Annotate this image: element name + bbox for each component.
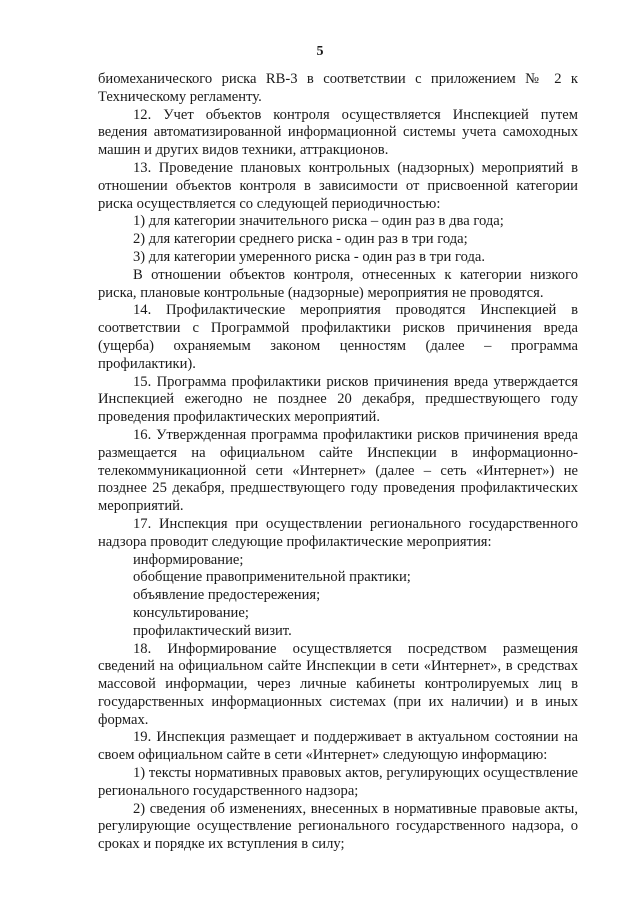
list-item: обобщение правоприменительной практики;: [133, 569, 411, 586]
paragraph-continuation: биомеханического риска RB-3 в соответствии с приложением № 2 к Техническому регламенту.: [98, 71, 578, 105]
paragraph: В отношении объектов контроля, отнесенных к категории низкого риска, плановые контрольные (надзорные) мероприятия не проводятся.: [98, 266, 578, 301]
paragraph: 18. Информирование осуществляется посредством размещения сведений на официальном сайте Инспекции в сети «Интернет», в средствах массовой информации, через личные кабинеты контролируемых лиц в государственных информационных системах (при их наличии) и в иных формах.: [98, 640, 578, 728]
paragraph: 12. Учет объектов контроля осуществляется Инспекцией путем ведения автоматизированной информационной системы учета самоходных машин и других видов техники, аттракционов.: [98, 106, 578, 159]
paragraph: 2) для категории среднего риска - один раз в три года;: [133, 231, 468, 248]
list-item: объявление предостережения;: [133, 587, 321, 604]
paragraph: 17. Инспекция при осуществлении регионального государственного надзора проводит следующие профилактические мероприятия:: [98, 515, 578, 550]
paragraph: 1) для категории значительного риска – один раз в два года;: [133, 213, 504, 230]
paragraph: 14. Профилактические мероприятия проводятся Инспекцией в соответствии с Программой профилактики рисков причинения вреда (ущерба) охраняемым законом ценностям (далее – программа профилактики).: [98, 302, 578, 372]
paragraph: 2) сведения об изменениях, внесенных в нормативные правовые акты, регулирующие осуществление регионального государственного надзора, о сроках и порядке их вступления в силу;: [98, 800, 578, 853]
document-body: [98, 71, 578, 854]
paragraph: 19. Инспекция размещает и поддерживает в актуальном состоянии на своем официальном сайте в сети «Интернет» следующую информацию:: [98, 729, 578, 764]
paragraph: 15. Программа профилактики рисков причинения вреда утверждается Инспекцией ежегодно не позднее 20 декабря, предшествующего году проведения профилактических мероприятий.: [98, 373, 578, 426]
paragraph: 1) тексты нормативных правовых актов, регулирующих осуществление регионального государственного надзора;: [98, 765, 578, 799]
list-item: профилактический визит.: [133, 622, 292, 639]
paragraph: 3) для категории умеренного риска - один раз в три года.: [133, 248, 486, 265]
list-item: консультирование;: [133, 604, 249, 621]
paragraph: 16. Утвержденная программа профилактики рисков причинения вреда размещается на официальном сайте Инспекции в информационно-телекоммуникационной сети «Интернет» (далее – сеть «Интернет») не позднее 25 декабря, предшествующего году проведения профилактических мероприятий.: [98, 426, 578, 515]
paragraph: 13. Проведение плановых контрольных (надзорных) мероприятий в отношении объектов контроля в зависимости от присвоенной категории риска осуществляется со следующей периодичностью:: [98, 159, 578, 212]
list-item: информирование;: [133, 551, 244, 568]
page-number: 5: [316, 44, 324, 59]
